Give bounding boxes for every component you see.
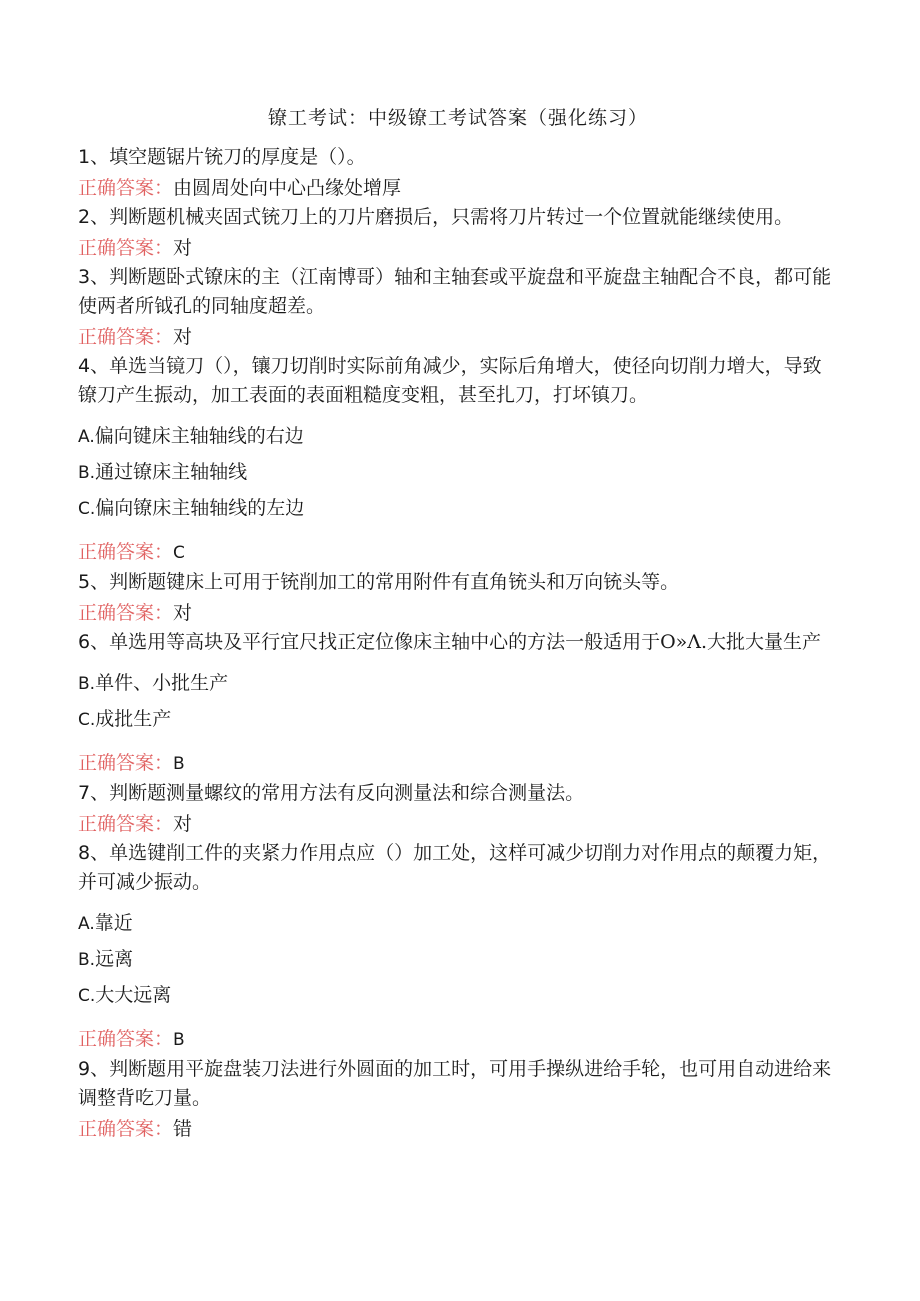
option-text: 远离 bbox=[95, 948, 134, 970]
question-block bbox=[78, 568, 838, 628]
question-text bbox=[78, 568, 838, 597]
question-body: 、单选用等高块及平行宜尺找正定位像床主轴中心的方法一般适用于O»Λ.大批大量生产 bbox=[90, 631, 822, 653]
question-body: 、判断题卧式镣床的主（江南博哥）轴和主轴套或平旋盘和平旋盘主轴配合不良，都可能使两者所钺孔的同轴度超差。 bbox=[78, 266, 832, 317]
option-text: 成批生产 bbox=[95, 708, 172, 730]
answer-line bbox=[78, 1025, 838, 1055]
question-body: 、判断题用平旋盘装刀法进行外圆面的加工时，可用手操纵进给手轮，也可用自动进给来调整背吃刀量。 bbox=[78, 1058, 832, 1109]
option-letter: A. bbox=[78, 427, 95, 447]
question-text bbox=[78, 1055, 838, 1113]
question-block bbox=[78, 1055, 838, 1144]
question-number: 6 bbox=[78, 631, 91, 653]
question-body: 、判断题键床上可用于铳削加工的常用附件有直角铳头和万向铳头等。 bbox=[90, 571, 680, 593]
answer-value: 错 bbox=[173, 1118, 193, 1140]
answer-line bbox=[78, 538, 838, 568]
question-number: 2 bbox=[78, 206, 91, 228]
question-body: 、判断题测量螺纹的常用方法有反向测量法和综合测量法。 bbox=[90, 782, 585, 804]
question-body: 、填空题锯片铳刀的厚度是（）。 bbox=[90, 146, 366, 168]
option-item bbox=[78, 981, 838, 1011]
answer-value: C bbox=[173, 543, 185, 563]
option-item bbox=[78, 945, 838, 975]
question-block bbox=[78, 263, 838, 352]
option-letter: C. bbox=[78, 710, 96, 730]
answer-label: 正确答案： bbox=[78, 813, 174, 835]
question-text bbox=[78, 628, 838, 657]
answer-line bbox=[78, 234, 838, 263]
option-letter: B. bbox=[78, 674, 96, 694]
question-text bbox=[78, 143, 838, 172]
answer-label: 正确答案： bbox=[78, 541, 174, 563]
answer-value: 对 bbox=[173, 602, 193, 624]
option-item bbox=[78, 422, 838, 452]
option-text: 偏向镣床主轴轴线的左边 bbox=[95, 497, 305, 519]
question-block bbox=[78, 203, 838, 263]
option-letter: B. bbox=[78, 463, 96, 483]
option-item bbox=[78, 909, 838, 939]
question-list bbox=[78, 143, 838, 1144]
document-title: 镣工考试：中级镣工考试答案（强化练习） bbox=[267, 107, 648, 129]
question-number: 9 bbox=[78, 1058, 91, 1080]
option-item bbox=[78, 669, 838, 699]
question-text bbox=[78, 352, 838, 410]
question-number: 3 bbox=[78, 266, 91, 288]
option-text: 通过镣床主轴轴线 bbox=[95, 461, 248, 483]
question-text bbox=[78, 779, 838, 808]
answer-line bbox=[78, 174, 838, 203]
answer-value: 由圆周处向中心凸缘处增厚 bbox=[173, 177, 402, 199]
answer-value: 对 bbox=[173, 813, 193, 835]
question-number: 1 bbox=[78, 146, 91, 168]
question-block bbox=[78, 839, 838, 1055]
answer-value: 对 bbox=[173, 237, 193, 259]
question-body: 、单选当镜刀（），镶刀切削时实际前角减少，实际后角增大，使径向切削力增大，导致镣刀产生振动，加工表面的表面粗糙度变粗，甚至扎刀，打坏镇刀。 bbox=[78, 355, 822, 406]
document-page bbox=[78, 104, 838, 1144]
question-block bbox=[78, 628, 838, 779]
answer-value: B bbox=[173, 754, 185, 774]
option-item bbox=[78, 494, 838, 524]
question-body: 、单选键削工件的夹紧力作用点应（）加工处，这样可减少切削力对作用点的颠覆力矩，并可减少振动。 bbox=[78, 842, 832, 893]
option-text: 单件、小批生产 bbox=[95, 672, 229, 694]
option-letter: A. bbox=[78, 914, 95, 934]
question-text bbox=[78, 203, 838, 232]
option-item bbox=[78, 458, 838, 488]
question-text bbox=[78, 839, 838, 897]
option-item bbox=[78, 705, 838, 735]
answer-line bbox=[78, 599, 838, 628]
option-text: 靠近 bbox=[94, 912, 133, 934]
answer-value: 对 bbox=[173, 326, 193, 348]
question-number: 8 bbox=[78, 842, 91, 864]
question-text bbox=[78, 263, 838, 321]
answer-label: 正确答案： bbox=[78, 326, 174, 348]
option-letter: B. bbox=[78, 950, 96, 970]
answer-line bbox=[78, 810, 838, 839]
option-letter: C. bbox=[78, 986, 96, 1006]
answer-label: 正确答案： bbox=[78, 237, 174, 259]
question-body: 、判断题机械夹固式铳刀上的刀片磨损后，只需将刀片转过一个位置就能继续使用。 bbox=[90, 206, 794, 228]
question-block bbox=[78, 352, 838, 568]
answer-line bbox=[78, 749, 838, 779]
option-text: 偏向键床主轴轴线的右边 bbox=[94, 425, 304, 447]
answer-line bbox=[78, 323, 838, 352]
question-number: 4 bbox=[78, 355, 91, 377]
answer-label: 正确答案： bbox=[78, 752, 174, 774]
answer-label: 正确答案： bbox=[78, 602, 174, 624]
answer-label: 正确答案： bbox=[78, 1028, 174, 1050]
answer-line bbox=[78, 1115, 838, 1144]
question-block bbox=[78, 143, 838, 203]
question-block bbox=[78, 779, 838, 839]
answer-label: 正确答案： bbox=[78, 1118, 174, 1140]
question-number: 7 bbox=[78, 782, 91, 804]
question-number: 5 bbox=[78, 571, 91, 593]
option-letter: C. bbox=[78, 499, 96, 519]
answer-label: 正确答案： bbox=[78, 177, 174, 199]
option-text: 大大远离 bbox=[95, 984, 172, 1006]
answer-value: B bbox=[173, 1030, 185, 1050]
